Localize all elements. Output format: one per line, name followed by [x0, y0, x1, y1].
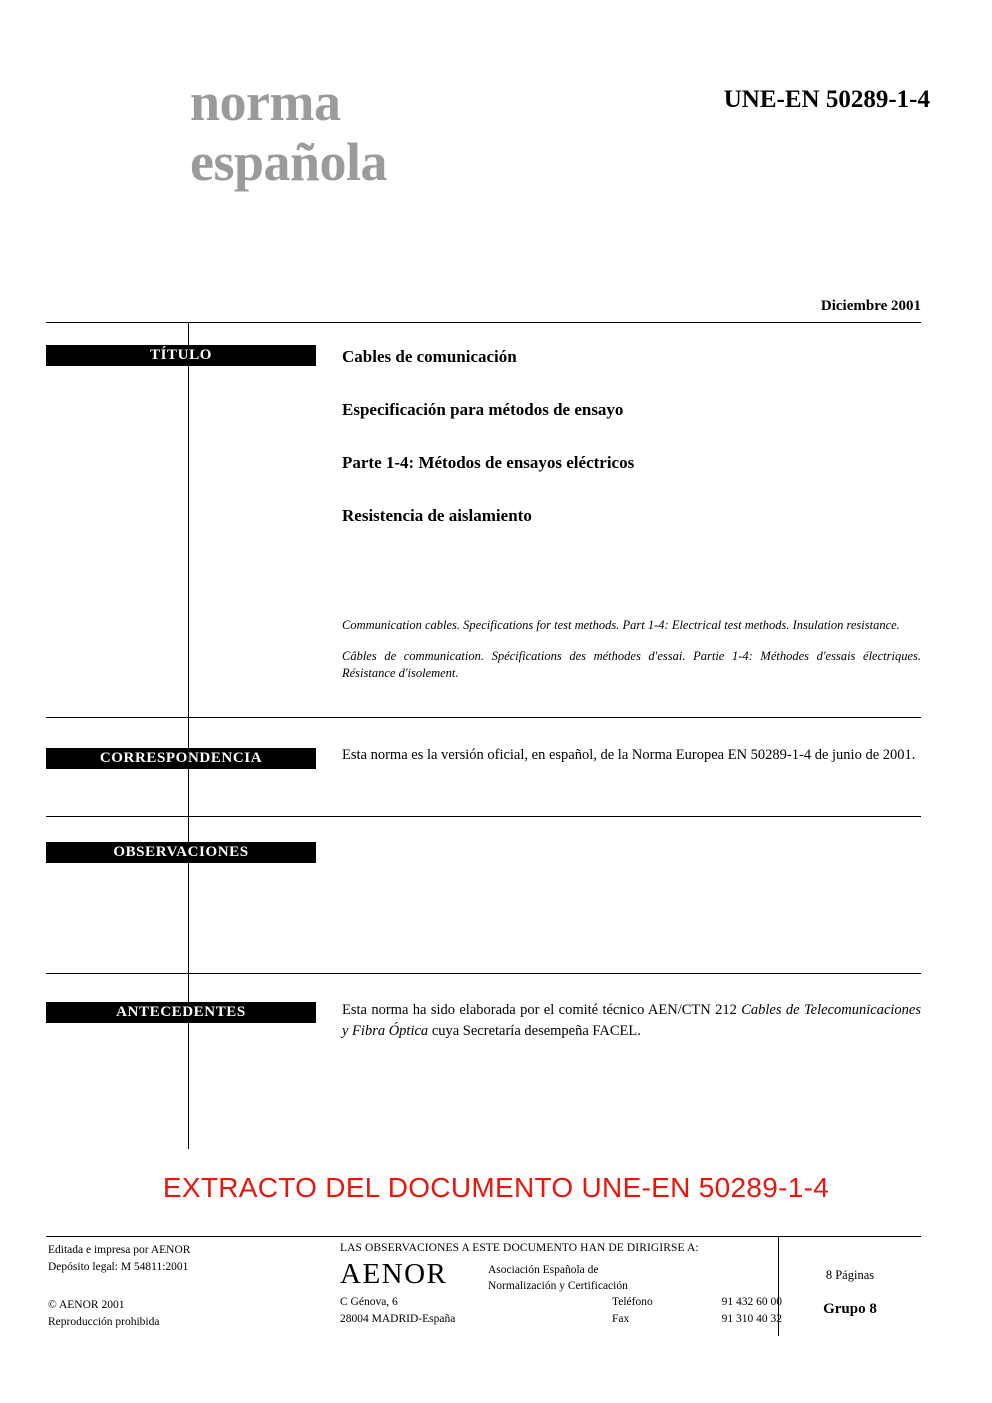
footer-reproduction: Reproducción prohibida: [48, 1315, 160, 1328]
footer-middle: [340, 1242, 782, 1325]
footer-notice: LAS OBSERVACIONES A ESTE DOCUMENTO HAN DE DIRIGIRSE A:: [340, 1242, 699, 1254]
footer-phone-label: Teléfono: [612, 1296, 653, 1308]
footer-right: [778, 1236, 921, 1336]
footer-address: [340, 1294, 455, 1327]
standard-code: UNE-EN 50289-1-4: [723, 86, 930, 113]
footer-address-line-1: C Génova, 6: [340, 1296, 398, 1308]
section-tag-titulo: TÍTULO: [46, 345, 316, 366]
rule-after-correspondencia: [46, 816, 921, 817]
brand-line-2: española: [190, 132, 388, 193]
document-date: Diciembre 2001: [820, 298, 921, 314]
title-french: Câbles de communication. Spécifications des méthodes d'essai. Partie 1-4: Méthodes d'essais électriques. Résistance d'isolement.: [342, 648, 921, 680]
footer-legal-deposit: Depósito legal: M 54811:2001: [48, 1261, 189, 1274]
footer-phone-number: 91 432 60 00: [721, 1296, 782, 1308]
section-tag-observaciones: OBSERVACIONES: [46, 842, 316, 863]
rule-after-observaciones: [46, 973, 921, 974]
footer-page-count: 8 Páginas: [825, 1268, 875, 1282]
footer-copyright: © AENOR 2001: [48, 1298, 125, 1311]
aenor-org-name-line-1: Asociación Española de: [488, 1264, 599, 1276]
section-body-antecedentes: [342, 1000, 921, 1042]
title-line-4: Resistencia de aislamiento: [342, 506, 532, 525]
footer-edited-by: Editada e impresa por AENOR: [48, 1244, 191, 1256]
vrule-observaciones: [188, 816, 189, 973]
footer-group: Grupo 8: [823, 1301, 877, 1317]
footer-org-row: [340, 1258, 780, 1298]
antecedentes-text: [342, 1000, 921, 1042]
title-line-2: Especificación para métodos de ensayo: [342, 400, 624, 419]
section-tag-antecedentes: ANTECEDENTES: [46, 1002, 316, 1023]
rule-top: [46, 322, 921, 323]
aenor-org-name-line-2: Normalización y Certificación: [488, 1280, 628, 1293]
correspondencia-text: Esta norma es la versión oficial, en español, de la Norma Europea EN 50289-1-4 de junio de 2001.: [342, 747, 916, 763]
footer-contact-numbers: [682, 1294, 782, 1327]
extract-banner: EXTRACTO DEL DOCUMENTO UNE-EN 50289-1-4: [162, 1172, 830, 1203]
aenor-org-name: [488, 1262, 628, 1294]
aenor-logo: AENOR: [340, 1258, 448, 1290]
masthead: [190, 72, 930, 193]
section-tag-correspondencia: CORRESPONDENCIA: [46, 748, 316, 769]
footer-address-line-2: 28004 MADRID-España: [340, 1312, 456, 1325]
section-body-titulo-translations: [342, 617, 921, 696]
section-body-correspondencia: [342, 745, 921, 766]
footer-fax-number: 91 310 40 32: [721, 1312, 782, 1325]
vrule-antecedentes: [188, 973, 189, 1149]
rule-after-titulo: [46, 717, 921, 718]
title-english: Communication cables. Specifications for test methods. Part 1-4: Electrical test methods. Insulation resistance.: [342, 618, 900, 632]
antecedentes-text-part1: Esta norma ha sido elaborada por el comité técnico AEN/CTN 212: [342, 1002, 742, 1018]
antecedentes-text-part2: cuya Secretaría desempeña FACEL.: [428, 1023, 641, 1040]
footer-left: [48, 1242, 190, 1331]
footer: [46, 1236, 921, 1346]
title-line-3: Parte 1-4: Métodos de ensayos eléctricos: [342, 453, 635, 472]
vrule-titulo: [188, 322, 189, 717]
brand-line-1: norma: [190, 72, 341, 132]
section-body-titulo: [342, 347, 921, 559]
footer-contact-labels: [612, 1294, 653, 1327]
antecedentes-text-italic: Cables de Telecomunicaciones y Fibra Óptica: [342, 1002, 921, 1040]
title-line-1: Cables de comunicación: [342, 347, 517, 366]
footer-fax-label: Fax: [612, 1312, 630, 1325]
